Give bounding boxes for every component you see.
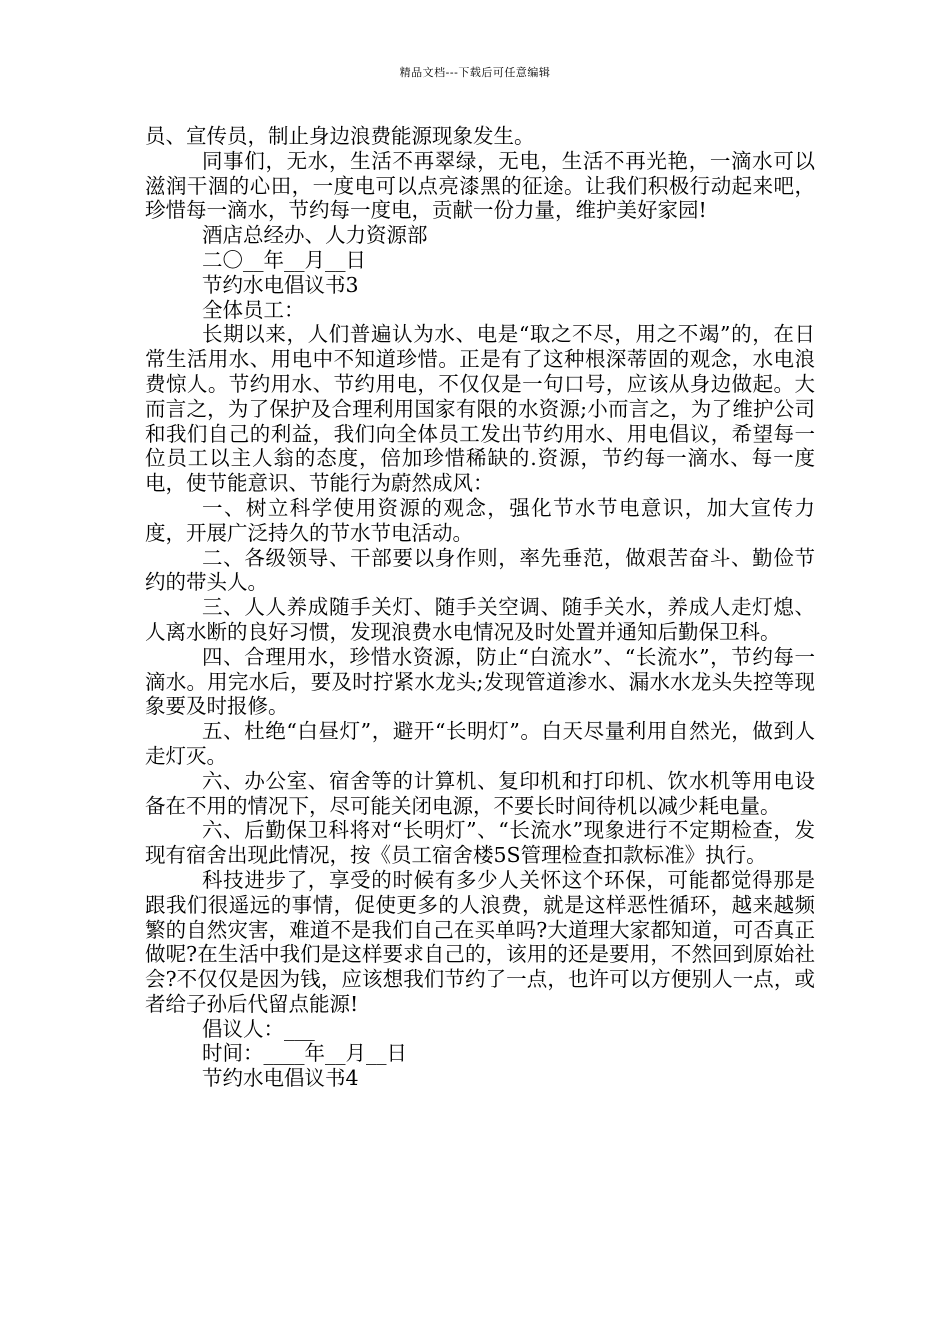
list-item: 三、人人养成随手关灯、随手关空调、随手关水，养成人走灯熄、人离水断的良好习惯，发现浪费水电情况及时处置并通知后勤保卫科。: [145, 595, 815, 644]
paragraph: 员、宣传员，制止身边浪费能源现象发生。: [145, 124, 535, 148]
signature-initiator: 倡议人：___: [202, 1016, 315, 1041]
section-title: 节约水电倡议书3: [202, 272, 359, 297]
signature-date: 二〇__年__月__日: [202, 247, 366, 272]
salutation: 全体员工：: [202, 297, 305, 322]
list-item: 六、后勤保卫科将对“长明灯”、“长流水”现象进行不定期检查，发现有宿舍出现此情况，按《员工宿舍楼5S管理检查扣款标准》执行。: [145, 818, 815, 868]
page-header: 精品文档---下载后可任意编辑: [399, 66, 551, 79]
paragraph: 同事们，无水，生活不再翠绿，无电，生活不再光艳，一滴水可以滋润干涸的心田，一度电可以点亮漆黑的征途。让我们积极行动起来吧，珍惜每一滴水，节约每一度电，贡献一份力量，维护美好家园!: [145, 148, 815, 223]
paragraph: 科技进步了，享受的时候有多少人关怀这个环保，可能都觉得那是跟我们很遥远的事情，促使更多的人浪费，就是这样恶性循环，越来越频繁的自然灾害，难道不是我们自己在买单吗?大道理大家都知道，可否真正做呢?在生活中我们是这样要求自己的，该用的还是要用，不然回到原始社会?不仅仅是因为钱，应该想我们节约了一点，也许可以方便别人一点，或者给子孙后代留点能源!: [145, 867, 815, 1016]
list-item: 六、办公室、宿舍等的计算机、复印机和打印机、饮水机等用电设备在不用的情况下，尽可能关闭电源，不要长时间待机以减少耗电量。: [145, 768, 815, 818]
signature-department: 酒店总经办、人力资源部: [202, 223, 428, 248]
list-item: 四、合理用水，珍惜水资源，防止“白流水”、“长流水”，节约每一滴水。用完水后，要及时拧紧水龙头;发现管道渗水、漏水水龙头失控等现象要及时报修。: [145, 644, 815, 719]
list-item: 五、杜绝“白昼灯”，避开“长明灯”。白天尽量利用自然光，做到人走灯灭。: [145, 719, 815, 768]
document-body: [145, 124, 815, 1091]
paragraph: 长期以来，人们普遍认为水、电是“取之不尽，用之不竭”的，在日常生活用水、用电中不知道珍惜。正是有了这种根深蒂固的观念，水电浪费惊人。节约用水、节约用电，不仅仅是一句口号，应该从身边做起。大而言之，为了保护及合理利用国家有限的水资源;小而言之，为了维护公司和我们自己的利益，我们向全体员工发出节约用水、用电倡议，希望每一位员工以主人翁的态度，倍加珍惜稀缺的.资源，节约每一滴水、每一度电，使节能意识、节能行为蔚然成风：: [145, 322, 815, 496]
list-item: 二、各级领导、干部要以身作则，率先垂范，做艰苦奋斗、勤俭节约的带头人。: [145, 545, 815, 595]
section-title: 节约水电倡议书4: [202, 1066, 359, 1091]
list-item: 一、树立科学使用资源的观念，强化节水节电意识，加大宣传力度，开展广泛持久的节水节电活动。: [145, 495, 815, 545]
signature-date: 时间：____年__月__日: [202, 1041, 407, 1066]
